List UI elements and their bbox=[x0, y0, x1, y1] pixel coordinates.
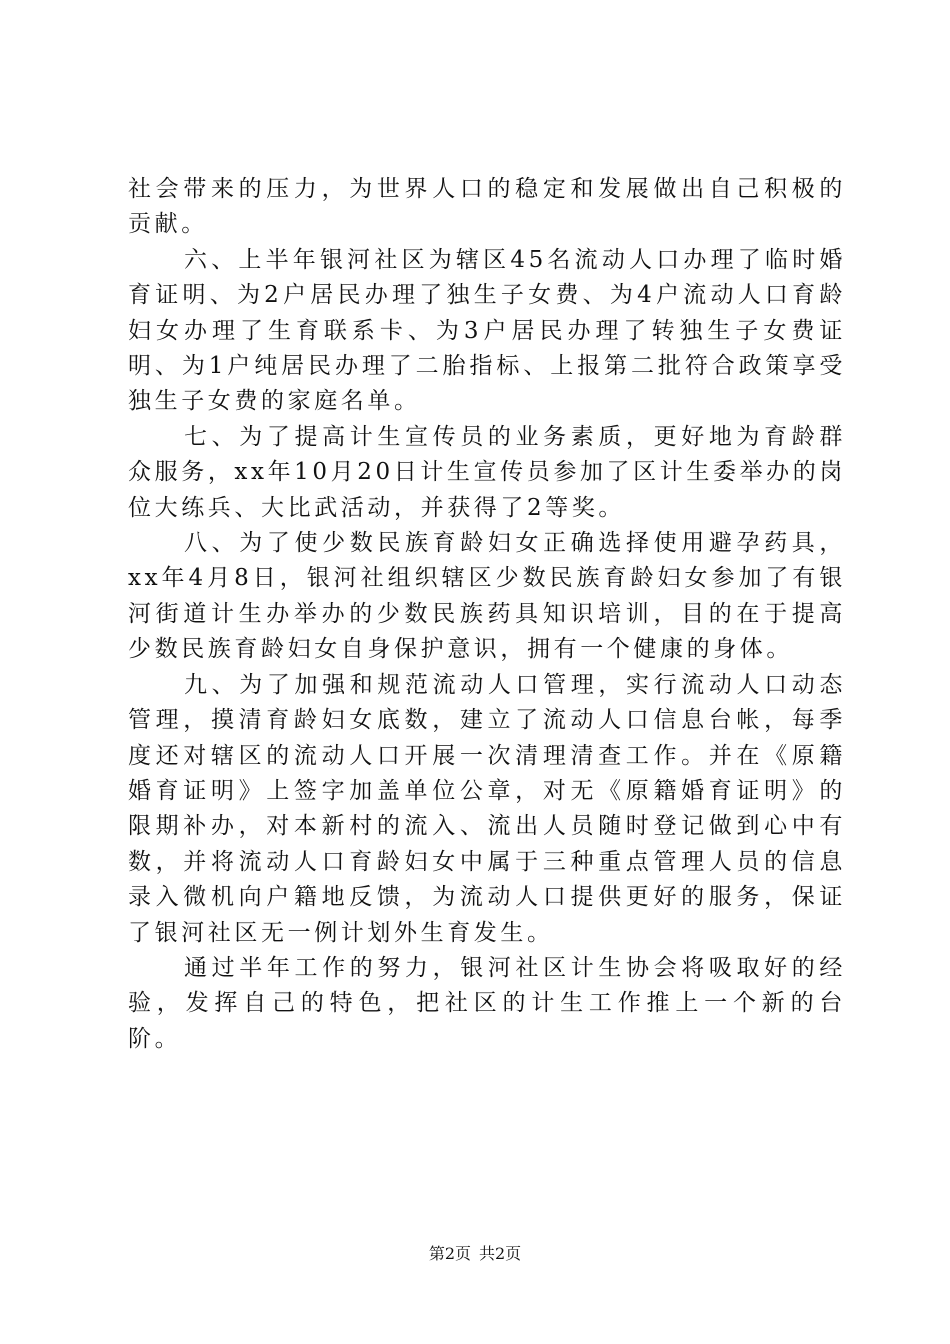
page-total: 共2页 bbox=[479, 1244, 522, 1263]
paragraph-item-9: 九、为了加强和规范流动人口管理，实行流动人口动态管理，摸清育龄妇女底数，建立了流动人口信息台帐，每季度还对辖区的流动人口开展一次清理清查工作。并在《原籍婚育证明》上签字加盖单位公章，对无《原籍婚育证明》的限期补办，对本新村的流入、流出人员随时登记做到心中有数，并将流动人口育龄妇女中属于三种重点管理人员的信息录入微机向户籍地反馈，为流动人口提供更好的服务，保证了银河社区无一例计划外生育发生。 bbox=[128, 671, 846, 946]
page-number: 第2页 bbox=[428, 1244, 471, 1263]
paragraph-continuation: 社会带来的压力，为世界人口的稳定和发展做出自己积极的贡献。 bbox=[128, 176, 846, 238]
paragraph-item-7: 七、为了提高计生宣传员的业务素质，更好地为育龄群众服务，xx年10月20日计生宣传员参加了区计生委举办的岗位大练兵、大比武活动，并获得了2等奖。 bbox=[128, 423, 846, 521]
paragraph-item-6: 六、上半年银河社区为辖区45名流动人口办理了临时婚育证明、为2户居民办理了独生子女费、为4户流动人口育龄妇女办理了生育联系卡、为3户居民办理了转独生子女费证明、为1户纯居民办理了二胎指标、上报第二批符合政策享受独生子女费的家庭名单。 bbox=[128, 246, 846, 415]
page-footer bbox=[0, 1243, 950, 1265]
paragraph-conclusion: 通过半年工作的努力，银河社区计生协会将吸取好的经验，发挥自己的特色，把社区的计生工作推上一个新的台阶。 bbox=[128, 954, 846, 1052]
document-body bbox=[128, 172, 846, 1057]
paragraph-item-8: 八、为了使少数民族育龄妇女正确选择使用避孕药具，xx年4月8日，银河社组织辖区少数民族育龄妇女参加了有银河街道计生办举办的少数民族药具知识培训，目的在于提高少数民族育龄妇女自身保护意识，拥有一个健康的身体。 bbox=[128, 530, 846, 663]
